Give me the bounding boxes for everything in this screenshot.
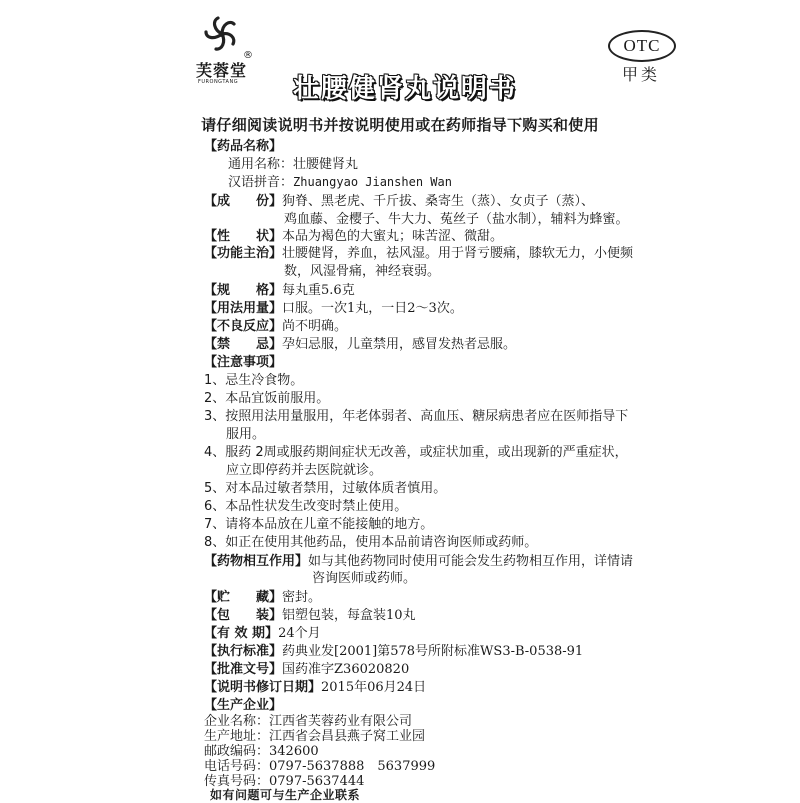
precaution-item: 4、服药 2周或服药期间症状无改善，或症状加重，或出现新的严重症状， [204, 445, 628, 460]
field-value: 国药准字Z36020820 [282, 662, 410, 677]
field-label: 企业名称： [204, 714, 270, 729]
field-label: 电话号码： [204, 759, 270, 774]
footer-note: 如有问题可与生产企业联系 [210, 788, 361, 802]
adverse-reactions-row [204, 318, 347, 335]
drug-name-section [204, 138, 282, 155]
interactions-continuation [312, 570, 416, 587]
field-value: 0797-5637888 5637999 [269, 759, 436, 774]
field-value: 药典业发[2001]第578号所附标准WS3-B-0538-91 [282, 644, 584, 659]
field-value: 每丸重5.6克 [282, 283, 355, 298]
field-label: 邮政编码： [204, 744, 270, 759]
field-label: 【功能主治】 [204, 246, 283, 261]
field-label: 【规 格】 [204, 283, 283, 298]
specification-row [204, 282, 355, 299]
field-value: 孕妇忌服，儿童禁用，感冒发热者忌服。 [282, 337, 517, 352]
registered-mark: ® [243, 50, 253, 61]
page-title: 壮腰健肾丸说明书 [292, 74, 517, 104]
field-value: 密封。 [282, 590, 322, 605]
field-label: 【成 份】 [204, 194, 283, 209]
precaution-item: 5、对本品过敏者禁用，过敏体质者慎用。 [204, 481, 447, 496]
brand-latin: FURONGTANG [198, 79, 239, 85]
field-label: 【说明书修订日期】 [204, 680, 322, 695]
field-value: 狗脊、黑老虎、千斤拔、桑寄生（蒸）、女贞子（蒸）、 [282, 194, 595, 209]
section-header: 【注意事项】 [204, 355, 283, 370]
field-label: 生产地址： [204, 729, 270, 744]
field-value: 铝塑包装，每盒装10丸 [282, 608, 416, 623]
precaution-item: 1、忌生冷食物。 [204, 373, 304, 388]
field-label: 【用法用量】 [204, 301, 283, 316]
field-label: 【贮 藏】 [204, 590, 283, 605]
field-label: 【有 效 期】 [204, 626, 279, 641]
field-value: 鸡血藤、金樱子、牛大力、菟丝子（盐水制），辅料为蜂蜜。 [284, 212, 629, 227]
field-value: 24个月 [278, 626, 321, 641]
precaution-item: 8、如正在使用其他药品，使用本品前请咨询医师或药师。 [204, 535, 538, 550]
storage-row [204, 589, 321, 606]
field-value: 江西省芙蓉药业有限公司 [269, 714, 413, 729]
flower-logo-icon [200, 12, 244, 56]
field-label: 【执行标准】 [204, 644, 283, 659]
dosage-row [204, 300, 463, 317]
ingredients-row [204, 193, 594, 210]
revision-date-row [204, 679, 426, 696]
precaution-item-continuation: 服用。 [226, 427, 266, 442]
field-value: Zhuangyao Jianshen Wan [293, 175, 452, 189]
field-label: 汉语拼音： [228, 175, 294, 190]
precaution-item: 3、按照用法用量服用，年老体弱者、高血压、糖尿病患者应在医师指导下 [204, 409, 629, 424]
package-row [204, 607, 416, 624]
field-value: 壮腰健肾丸 [293, 157, 359, 172]
field-value: 数，风湿骨痛，神经衰弱。 [284, 264, 441, 279]
field-label: 【药物相互作用】 [204, 554, 309, 569]
field-label: 通用名称： [228, 157, 294, 172]
field-value: 尚不明确。 [282, 319, 348, 334]
section-header: 【药品名称】 [204, 139, 283, 154]
precaution-item: 6、本品性状发生改变时禁止使用。 [204, 499, 408, 514]
field-label: 【批准文号】 [204, 662, 283, 677]
field-label: 【不良反应】 [204, 319, 283, 334]
manufacturer-section [204, 697, 282, 714]
section-header: 【生产企业】 [204, 698, 283, 713]
brand-name: 芙蓉堂 [196, 61, 248, 80]
field-label: 传真号码： [204, 774, 270, 789]
precaution-item-continuation: 应立即停药并去医院就诊。 [226, 463, 383, 478]
field-label: 【包 装】 [204, 608, 283, 623]
field-value: 咨询医师或药师。 [312, 571, 417, 586]
indications-row [204, 245, 633, 262]
field-value: 0797-5637444 [269, 774, 365, 789]
indications-continuation [284, 263, 440, 280]
generic-name-row [228, 156, 358, 173]
field-value: 2015年06月24日 [321, 680, 427, 695]
ingredients-continuation [284, 211, 629, 228]
field-value: 本品为褐色的大蜜丸；味苦涩、微甜。 [282, 229, 504, 244]
contraindications-row [204, 336, 516, 353]
field-label: 【性 状】 [204, 229, 283, 244]
otc-badge: OTC [608, 30, 676, 62]
field-value: 江西省会昌县燕子窝工业园 [269, 729, 426, 744]
pinyin-row [228, 174, 452, 191]
precautions-section [204, 354, 282, 371]
field-value: 342600 [269, 744, 319, 759]
field-value: 如与其他药物同时使用可能会发生药物相互作用，详情请 [308, 554, 634, 569]
precaution-item: 2、本品宜饭前服用。 [204, 391, 330, 406]
usage-warning: 请仔细阅读说明书并按说明使用或在药师指导下购买和使用 [201, 116, 599, 134]
otc-class: 甲类 [622, 65, 661, 84]
standard-row [204, 643, 583, 660]
field-value: 口服。一次1丸，一日2～3次。 [282, 301, 463, 316]
interactions-row [204, 553, 633, 570]
precaution-item: 7、请将本品放在儿童不能接触的地方。 [204, 517, 434, 532]
field-value: 壮腰健肾，养血，祛风湿。用于肾亏腰痛，膝软无力，小便频 [282, 246, 634, 261]
approval-row [204, 661, 409, 678]
field-label: 【禁 忌】 [204, 337, 283, 352]
character-row [204, 228, 503, 245]
validity-row [204, 625, 321, 642]
